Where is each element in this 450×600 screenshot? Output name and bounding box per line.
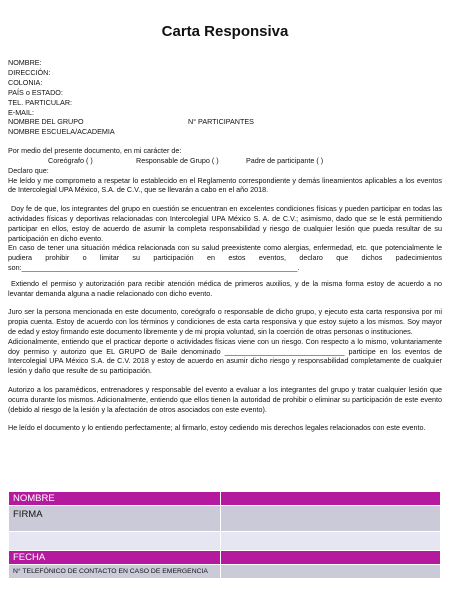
role-responsable: Responsable de Grupo ( ) [136,156,219,166]
pais-field: PAÍS o ESTADO: [8,87,63,97]
grupo-field: NOMBRE DEL GRUPO [8,117,84,127]
applicant-fields [8,58,442,137]
firma-row [9,506,441,532]
paragraph-4: Extiendo el permiso y autorización para recibir atención médica de primeros auxilios, y de la misma forma estoy de acuerdo a no levantar demanda alguna a nadie relacionado con dicho evento. [8,278,442,298]
role-options [8,156,442,166]
email-field: E-MAIL: [8,107,34,117]
role-coreografo: Coreógrafo ( ) [48,156,93,166]
firma-cell[interactable] [221,506,441,532]
paragraph-2: Doy fe de que, los integrantes del grupo en cuestión se encuentran en excelentes condiciones físicas y pueden participar en todas las actividades físicas y deportivas relacionadas con Intercolegial UPA México S. A. de C.V.; asimismo, dado que se le está permitiendo participar en ellos, estoy de acuerdo de asumir la completa responsabilidad y riesgo de cualquier lesión que pueda resultar de su participación en dicho evento. [8,204,442,243]
tel-field: TEL. PARTICULAR: [8,97,73,107]
page-title: Carta Responsiva [161,23,289,40]
direccion-field: DIRECCIÓN: [8,67,51,77]
declaro-text: Declaro que: [8,165,49,175]
fecha-label: FECHA [9,551,221,565]
telefono-cell[interactable] [221,565,441,579]
paragraph-1: He leído y me comprometo a respetar lo establecido en el Reglamento correspondiente y demás lineamientos aplicables a los eventos de Intercolegial UPA México, S.A. de C.V., que se llevarán a cabo en el año 2018. [8,175,442,195]
document-body [8,146,442,433]
nombre-field: NOMBRE: [8,58,42,67]
escuela-field: NOMBRE ESCUELA/ACADEMIA [8,127,115,137]
signature-table [8,491,441,579]
fecha-cell[interactable] [221,551,441,565]
nombre-row [9,492,441,506]
intro-text: Por medio del presente documento, en mi carácter de: [8,146,182,156]
blank-cell-1[interactable] [9,532,221,551]
nombre-label: NOMBRE [9,492,221,506]
paragraph-7: Autorizo a los paramédicos, entrenadores y responsable del evento a evaluar a los integrantes del grupo y tratar cualquier lesión que ocurra durante los mismos. Adicionalmente, entiendo que ellos tienen la autoridad de prohibir o eliminar su participación de este evento (debido al riesgo de la lesión y la afectación de otros asociados con este evento). [8,384,442,414]
telefono-row [9,565,441,579]
blank-cell-2[interactable] [221,532,441,551]
paragraph-8: He leído el documento y lo entiendo perfectamente; al firmarlo, estoy cediendo mis derechos legales relacionados con este evento. [8,423,426,433]
fecha-row [9,551,441,565]
grupo-row [8,117,442,127]
role-padre: Padre de participante ( ) [246,156,324,166]
paragraph-5: Juro ser la persona mencionada en este documento, coreógrafo o responsable de dicho grupo, y ejecuto esta carta responsiva por mi propia cuenta. Estoy de acuerdo con los términos y condiciones de esta carta responsiva y que estoy sujeto a los mismos. Soy mayor de edad y estoy firmando este documento libremente y de mi propia voluntad, sin la coerción de otras personas o instituciones. [8,307,442,336]
participantes-field: N° PARTICIPANTES [188,117,254,127]
paragraph-3: En caso de tener una situación médica relacionada con su salud preexistente como alergias, enfermedad, etc. que potencialmente le pudiera prohibir o limitar su participación en estos eventos, declaro que dichos padecimientos son:_____________________________________________________________________. [8,243,442,273]
paragraph-6: Adicionalmente, entiendo que el practicar deporte o actividades físicas viene con un riesgo. Con respecto a lo mismo, voluntariamente doy permiso y autorizo que EL GRUPO de Baile denominado ______________________________ participe en los eventos de Intercolegial UPA México S.A. de C.V. 2018 y estoy de acuerdo en asumir dicho riesgo y responsabilidad completamente de cualquier lesión y daño que resulte de su participación. [8,336,442,376]
colonia-field: COLONIA: [8,77,43,87]
firma-label: FIRMA [9,506,221,532]
blank-row [9,532,441,551]
nombre-cell[interactable] [221,492,441,506]
telefono-label: N° TELEFÓNICO DE CONTACTO EN CASO DE EMERGENCIA [9,565,221,579]
